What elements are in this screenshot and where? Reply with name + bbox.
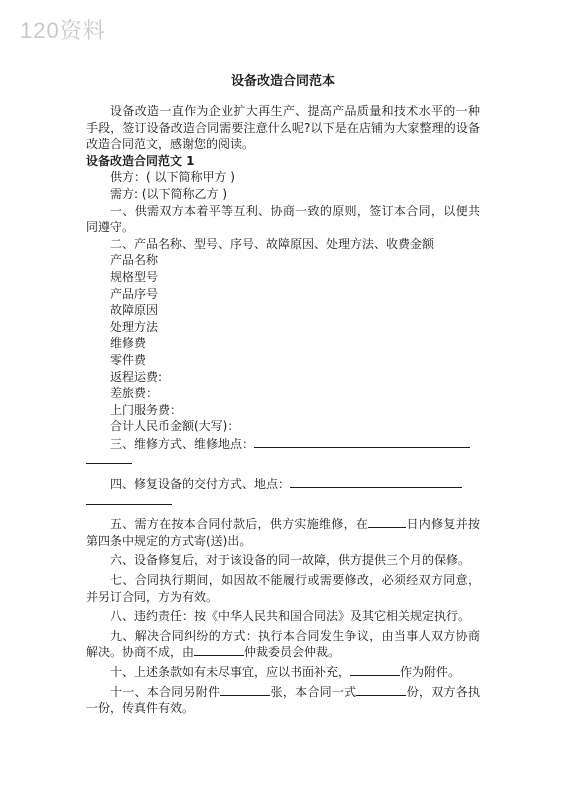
- item-line: 处理方法: [110, 319, 159, 334]
- clause-5: [86, 516, 480, 549]
- clause-9-text-a: 九、解决合同纠纷的方式：执行本合同发生争议，由当事人双方协商解决。协商不成，由: [86, 628, 480, 660]
- clause-3: [86, 436, 480, 469]
- document-body: [86, 68, 480, 717]
- clause-7: 七、合同执行期间，如因故不能履行或需要修改，必须经双方同意，并另订合同，方为有效。: [86, 573, 480, 604]
- clause-3-text: 三、维修方式、维修地点：: [110, 436, 255, 451]
- watermark: 120资料: [20, 18, 106, 43]
- item-line: 维修费: [110, 336, 147, 351]
- item-line: 产品名称: [110, 253, 159, 268]
- document-title: 设备改造合同范本: [230, 74, 335, 89]
- intro-paragraph: 设备改造一直作为企业扩大再生产、提高产品质量和技术水平的一种手段，签订设备改造合同需要注意什么呢?以下是在店铺为大家整理的设备改造合同范文，感谢您的阅读。: [86, 104, 480, 152]
- clause-9: [86, 628, 480, 661]
- section-title: 设备改造合同范文 1: [86, 153, 195, 168]
- blank-line: [86, 493, 172, 505]
- blank-line: [290, 476, 462, 488]
- supplier-line: 供方：( 以下简称甲方 ): [110, 170, 235, 185]
- blank-line: [254, 436, 470, 448]
- clause-2: 二、产品名称、型号、序号、故障原因、处理方法、收费金额: [110, 236, 435, 251]
- clause-5-text-a: 五、需方在按本合同付款后，供方实施维修，在: [110, 517, 369, 532]
- clause-4: [86, 476, 480, 509]
- clause-10-text-b: 作为附件。: [400, 665, 461, 679]
- item-line: 上门服务费：: [110, 402, 183, 417]
- clause-9-text-b: 仲裁委员会仲裁。: [244, 645, 341, 660]
- item-line: 规格型号: [110, 269, 159, 284]
- clause-1: 一、供需双方本着平等互利、协商一致的原则，签订本合同，以便共同遵守。: [86, 203, 480, 235]
- blank-line: [350, 664, 400, 676]
- item-line: 合计人民币金额(大写)：: [110, 419, 240, 434]
- item-line: 差旅费：: [110, 386, 159, 401]
- clause-10-text-a: 十、上述条款如有未尽事宜，应以书面补充，: [110, 665, 351, 679]
- buyer-line: 需方: (以下简称乙方 ): [110, 186, 228, 201]
- item-line: 返程运费:: [110, 369, 163, 384]
- clause-10: [86, 664, 480, 681]
- clause-11-text-a: 十一、本合同另附件: [110, 684, 221, 699]
- item-line: 零件费: [110, 352, 147, 367]
- blank-line: [86, 452, 132, 464]
- clause-11: [86, 684, 480, 717]
- blank-line: [368, 516, 406, 528]
- clause-6: 六、设备修复后，对于该设备的同一故障，供方提供三个月的保修。: [110, 553, 471, 568]
- blank-line: [194, 644, 244, 656]
- clause-8: 八、违约责任：按《中华人民共和国合同法》及其它相关规定执行。: [110, 609, 471, 624]
- clause-5-text-b: 日内修复并按第四条中规定的方式寄(送)出。: [86, 517, 480, 548]
- item-line: 产品序号: [110, 286, 159, 301]
- blank-line: [356, 684, 406, 696]
- clause-11-text-b: 张，本合同一式: [270, 684, 357, 699]
- clause-11-text-c: 份，双方各执一份，传真件有效。: [86, 684, 480, 716]
- blank-line: [220, 684, 270, 696]
- item-line: 故障原因: [110, 303, 159, 318]
- clause-4-text: 四、修复设备的交付方式、地点：: [110, 477, 291, 492]
